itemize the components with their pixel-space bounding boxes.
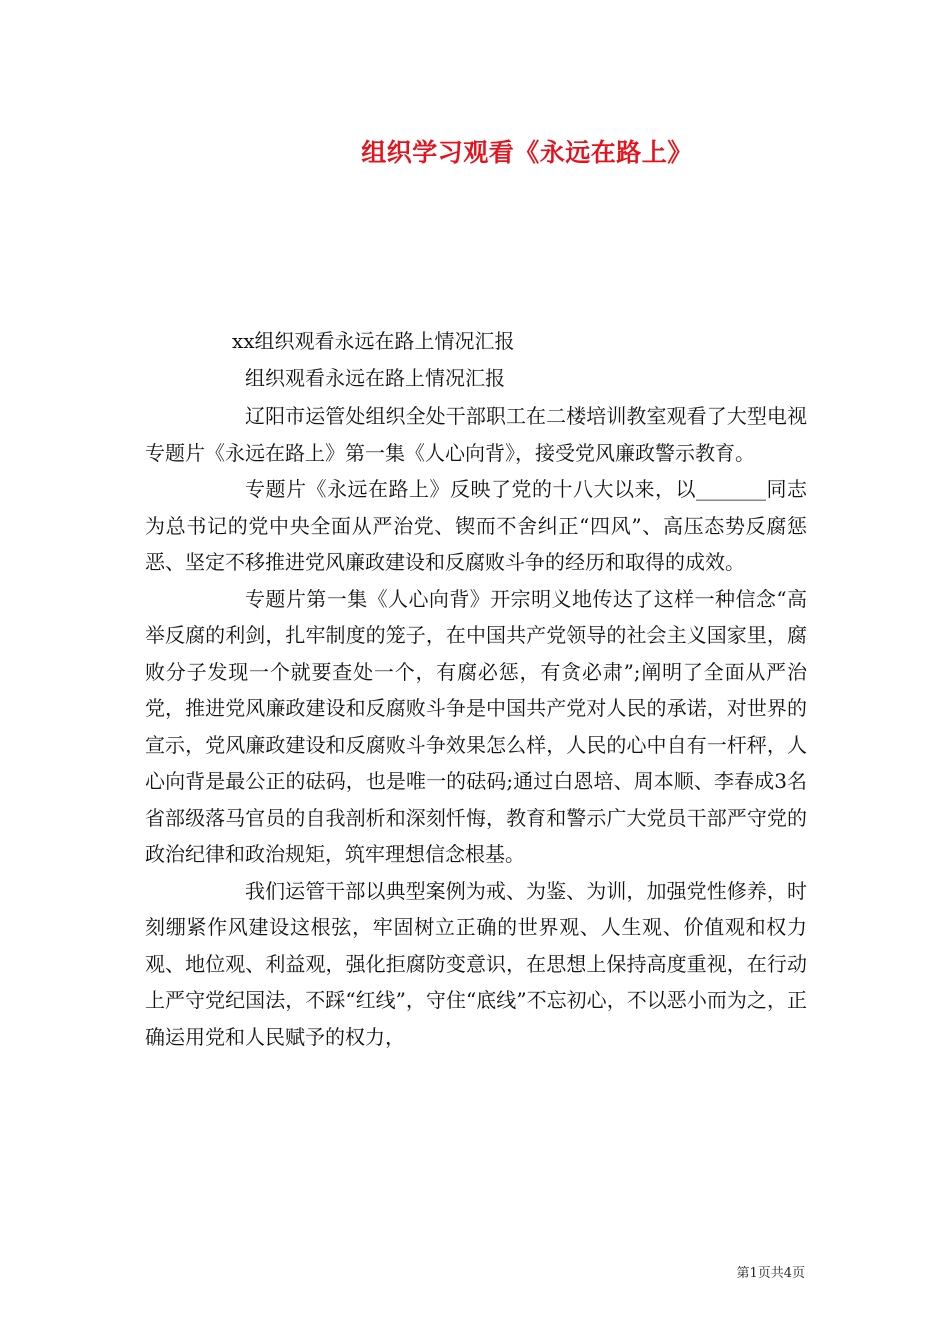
document-body (145, 398, 807, 1055)
document-title: 组织学习观看《永远在路上》 (361, 138, 693, 167)
report-heading-secondary: 组织观看永远在路上情况汇报 (245, 366, 505, 390)
page-number: 第1页共4页 (736, 1266, 805, 1281)
paragraph-2: 专题片《永远在路上》反映了党的十八大以来，以_______同志为总书记的党中央全面从严治党、锲而不舍纠正“四风”、高压态势反腐惩恶、坚定不移推进党风廉政建设和反腐败斗争的经历和取得的成效。 (145, 477, 807, 574)
paragraph-4: 我们运管干部以典型案例为戒、为鉴、为训，加强党性修养，时刻绷紧作风建设这根弦，牢固树立正确的世界观、人生观、价值观和权力观、地位观、利益观，强化拒腐防变意识，在思想上保持高度重视，在行动上严守党纪国法，不踩“红线”，守住“底线”不忘初心，不以恶小而为之，正确运用党和人民赋予的权力， (145, 878, 807, 1049)
paragraph-1: 辽阳市运管处组织全处干部职工在二楼培训教室观看了大型电视专题片《永远在路上》第一集《人心向背》，接受党风廉政警示教育。 (145, 404, 807, 465)
paragraph-3: 专题片第一集《人心向背》开宗明义地传达了这样一种信念“高举反腐的利剑，扎牢制度的笼子，在中国共产党领导的社会主义国家里，腐败分子发现一个就要查处一个，有腐必惩，有贪必肃”;阐明了全面从严治党，推进党风廉政建设和反腐败斗争是中国共产党对人民的承诺，对世界的宣示，党风廉政建设和反腐败斗争效果怎么样，人民的心中自有一杆秤，人心向背是最公正的砝码，也是唯一的砝码;通过白恩培、周本顺、李春成3名省部级落马官员的自我剖析和深刻忏悔，教育和警示广大党员干部严守党的政治纪律和政治规矩，筑牢理想信念根基。 (145, 586, 807, 866)
report-heading-primary: xx组织观看永远在路上情况汇报 (232, 329, 515, 353)
